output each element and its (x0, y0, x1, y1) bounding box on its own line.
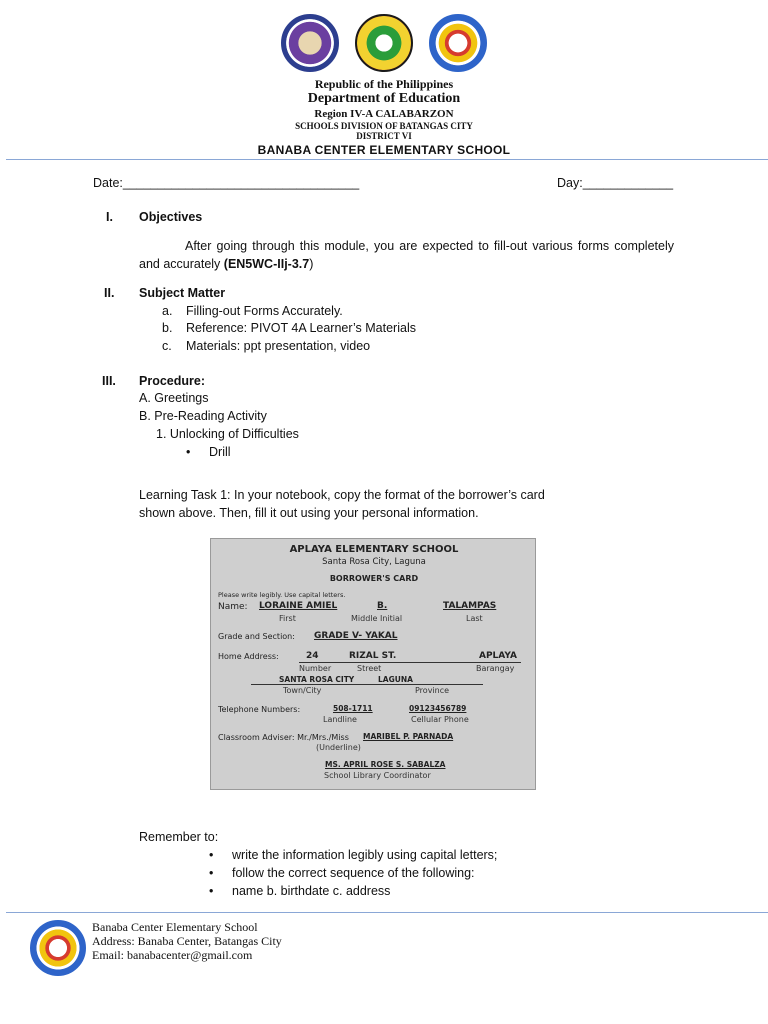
card-title: BORROWER'S CARD (329, 574, 419, 583)
card-name-label: Name: (218, 602, 248, 612)
card-middle-initial: B. (377, 601, 388, 611)
card-phone-label: Telephone Numbers: (218, 705, 301, 714)
card-house-number: 24 (306, 651, 319, 661)
subject-numeral: II. (104, 286, 115, 300)
card-cellular: 09123456789 (409, 704, 467, 713)
learning-task-line-2: shown above. Then, fill it out using your personal information. (139, 506, 479, 520)
subject-heading: Subject Matter (139, 286, 226, 300)
card-instruction: Please write legibly. Use capital letters. (218, 591, 346, 599)
day-field: Day:_____________ (557, 176, 674, 190)
remember-heading: Remember to: (139, 830, 219, 844)
card-landline-label: Landline (323, 715, 357, 724)
subject-item-marker: a. (162, 304, 173, 318)
footer-address: Address: Banaba Center, Batangas City (92, 934, 282, 948)
card-address-label: Home Address: (218, 652, 279, 661)
bullet-icon: • (186, 445, 191, 459)
card-street: RIZAL ST. (349, 651, 397, 661)
card-address-underline (299, 662, 521, 663)
remember-item: follow the correct sequence of the following: (232, 866, 475, 880)
bullet-icon: • (209, 866, 214, 880)
card-first-name: LORAINE AMIEL (259, 601, 338, 611)
card-first-label: First (279, 614, 296, 623)
card-grade: GRADE V- YAKAL (314, 631, 398, 641)
deped-seal-icon (281, 14, 339, 72)
card-town: SANTA ROSA CITY (279, 675, 355, 684)
procedure-heading: Procedure: (139, 374, 205, 388)
header-seals (0, 14, 768, 72)
division-seal-icon (355, 14, 413, 72)
footer-school: Banaba Center Elementary School (92, 920, 258, 934)
subject-item: Reference: PIVOT 4A Learner’s Materials (186, 321, 416, 335)
card-adviser-label: Classroom Adviser: Mr./Mrs./Miss (218, 733, 349, 742)
subject-item: Materials: ppt presentation, video (186, 339, 371, 353)
procedure-prereading: B. Pre-Reading Activity (139, 409, 267, 423)
procedure-unlocking: 1. Unlocking of Difficulties (156, 427, 299, 441)
procedure-numeral: III. (102, 374, 116, 388)
card-location: Santa Rosa City, Laguna (322, 557, 426, 567)
card-street-label: Street (357, 664, 382, 673)
card-school: APLAYA ELEMENTARY SCHOOL (289, 544, 459, 555)
card-cellular-label: Cellular Phone (411, 715, 469, 724)
date-field: Date:__________________________________ (93, 176, 360, 190)
card-underline-note: (Underline) (316, 743, 361, 752)
header-republic: Republic of the Philippines (314, 77, 454, 91)
card-middle-label: Middle Initial (351, 614, 403, 623)
header-divider (6, 159, 768, 160)
subject-item-marker: b. (162, 321, 173, 335)
subject-item: Filling-out Forms Accurately. (186, 304, 343, 318)
footer-divider (6, 912, 768, 913)
remember-item: write the information legibly using capital letters; (232, 848, 498, 862)
objectives-code: (EN5WC-IIj-3.7 (223, 257, 310, 271)
bullet-icon: • (209, 848, 214, 862)
footer-school-seal-icon (30, 920, 86, 976)
header-department: Department of Education (307, 91, 461, 106)
card-barangay-label: Barangay (476, 664, 515, 673)
procedure-drill: Drill (209, 445, 231, 459)
card-coordinator: MS. APRIL ROSE S. SABALZA (325, 760, 446, 769)
card-province: LAGUNA (378, 675, 413, 684)
card-landline: 508-1711 (333, 704, 373, 713)
card-number-label: Number (299, 664, 332, 673)
card-last-label: Last (466, 614, 483, 623)
card-grade-label: Grade and Section: (218, 632, 295, 641)
school-seal-icon (429, 14, 487, 72)
card-town-label: Town/City (283, 686, 322, 695)
header-division: SCHOOLS DIVISION OF BATANGAS CITY (295, 121, 473, 131)
header-region: Region IV-A CALABARZON (314, 108, 454, 120)
objectives-heading: Objectives (139, 210, 203, 224)
objectives-body: After going through this module, you are expected to fill-out various forms completely and accurately (139, 239, 674, 271)
procedure-greetings: A. Greetings (139, 391, 209, 405)
subject-item-marker: c. (162, 339, 172, 353)
learning-task-line-1: Learning Task 1: In your notebook, copy the format of the borrower’s card (139, 488, 545, 502)
card-town-underline (251, 684, 483, 685)
card-adviser: MARIBEL P. PARNADA (363, 732, 454, 741)
bullet-icon: • (209, 884, 214, 898)
footer-email: Email: banabacenter@gmail.com (92, 948, 253, 962)
objectives-numeral: I. (106, 210, 113, 224)
remember-item: name b. birthdate c. address (232, 884, 391, 898)
objectives-code-close: ) (309, 257, 314, 271)
card-last-name: TALAMPAS (443, 601, 497, 611)
objectives-text (139, 237, 674, 273)
card-coordinator-label: School Library Coordinator (324, 771, 431, 780)
header-district: DISTRICT VI (356, 131, 412, 141)
header-school-name: BANABA CENTER ELEMENTARY SCHOOL (257, 143, 511, 157)
borrowers-card-image (210, 538, 536, 790)
card-barangay: APLAYA (479, 651, 518, 661)
card-province-label: Province (415, 686, 450, 695)
